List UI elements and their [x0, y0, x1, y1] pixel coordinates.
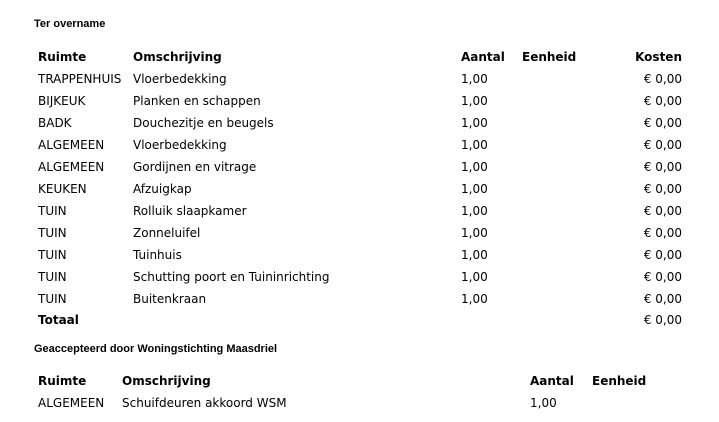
cell-kosten: € 0,00 — [643, 160, 682, 174]
cell-omschrijving: Douchezitje en beugels — [133, 116, 274, 130]
cell-kosten: € 0,00 — [643, 226, 682, 240]
cell-omschrijving: Gordijnen en vitrage — [133, 160, 257, 174]
cell-kosten: € 0,00 — [643, 270, 682, 284]
table-row — [0, 203, 719, 225]
table-row — [0, 71, 719, 93]
header-kosten: Kosten — [635, 50, 682, 64]
cell-kosten: € 0,00 — [643, 138, 682, 152]
cell-aantal: 1,00 — [461, 94, 488, 108]
cell-ruimte: TRAPPENHUIS — [38, 72, 122, 86]
cell-kosten: € 0,00 — [643, 72, 682, 86]
cell-omschrijving: Vloerbedekking — [133, 138, 227, 152]
cell-ruimte: ALGEMEEN — [38, 160, 105, 174]
cell-aantal: 1,00 — [530, 396, 557, 410]
header-eenheid: Eenheid — [522, 50, 577, 64]
cell-omschrijving: Tuinhuis — [133, 248, 182, 262]
cell-aantal: 1,00 — [461, 116, 488, 130]
table-row — [0, 395, 719, 417]
cell-kosten: € 0,00 — [643, 116, 682, 130]
table-row — [0, 181, 719, 203]
header-aantal: Aantal — [461, 50, 505, 64]
cell-kosten: € 0,00 — [643, 248, 682, 262]
cell-ruimte: TUIN — [38, 248, 67, 262]
table2-header — [0, 373, 719, 395]
cell-ruimte: ALGEMEEN — [38, 396, 105, 410]
cell-kosten: € 0,00 — [643, 94, 682, 108]
cell-kosten: € 0,00 — [643, 182, 682, 196]
cell-aantal: 1,00 — [461, 72, 488, 86]
table-row — [0, 159, 719, 181]
cell-aantal: 1,00 — [461, 248, 488, 262]
cell-aantal: 1,00 — [461, 270, 488, 284]
table-row — [0, 291, 719, 313]
cell-omschrijving: Vloerbedekking — [133, 72, 227, 86]
cell-omschrijving: Buitenkraan — [133, 292, 207, 306]
header-omschrijving: Omschrijving — [133, 50, 222, 64]
total-value: € 0,00 — [643, 313, 682, 327]
cell-ruimte: TUIN — [38, 270, 67, 284]
table-row — [0, 225, 719, 247]
cell-kosten: € 0,00 — [643, 292, 682, 306]
table-row — [0, 93, 719, 115]
cell-kosten: € 0,00 — [643, 204, 682, 218]
cell-ruimte: KEUKEN — [38, 182, 87, 196]
table-row — [0, 247, 719, 269]
cell-ruimte: TUIN — [38, 292, 67, 306]
total-label: Totaal — [38, 313, 79, 327]
cell-aantal: 1,00 — [461, 182, 488, 196]
header-ruimte: Ruimte — [38, 50, 87, 64]
cell-aantal: 1,00 — [461, 204, 488, 218]
header-aantal: Aantal — [530, 374, 574, 388]
section-title-ter-overname: Ter overname — [34, 18, 106, 30]
cell-omschrijving: Zonneluifel — [133, 226, 201, 240]
cell-omschrijving: Planken en schappen — [133, 94, 261, 108]
cell-aantal: 1,00 — [461, 292, 488, 306]
section-title-geaccepteerd: Geaccepteerd door Woningstichting Maasdriel — [34, 343, 278, 355]
cell-aantal: 1,00 — [461, 226, 488, 240]
cell-ruimte: ALGEMEEN — [38, 138, 105, 152]
cell-omschrijving: Schutting poort en Tuininrichting — [133, 270, 330, 284]
table-row — [0, 115, 719, 137]
cell-ruimte: BADK — [38, 116, 72, 130]
table-row — [0, 137, 719, 159]
cell-ruimte: BIJKEUK — [38, 94, 86, 108]
header-ruimte: Ruimte — [38, 374, 87, 388]
cell-ruimte: TUIN — [38, 226, 67, 240]
cell-omschrijving: Schuifdeuren akkoord WSM — [122, 396, 287, 410]
total-row — [0, 312, 719, 334]
header-eenheid: Eenheid — [592, 374, 647, 388]
cell-aantal: 1,00 — [461, 160, 488, 174]
table-row — [0, 269, 719, 291]
cell-ruimte: TUIN — [38, 204, 67, 218]
header-omschrijving: Omschrijving — [122, 374, 211, 388]
table-header — [0, 49, 719, 71]
cell-aantal: 1,00 — [461, 138, 488, 152]
cell-omschrijving: Rolluik slaapkamer — [133, 204, 247, 218]
cell-omschrijving: Afzuigkap — [133, 182, 192, 196]
